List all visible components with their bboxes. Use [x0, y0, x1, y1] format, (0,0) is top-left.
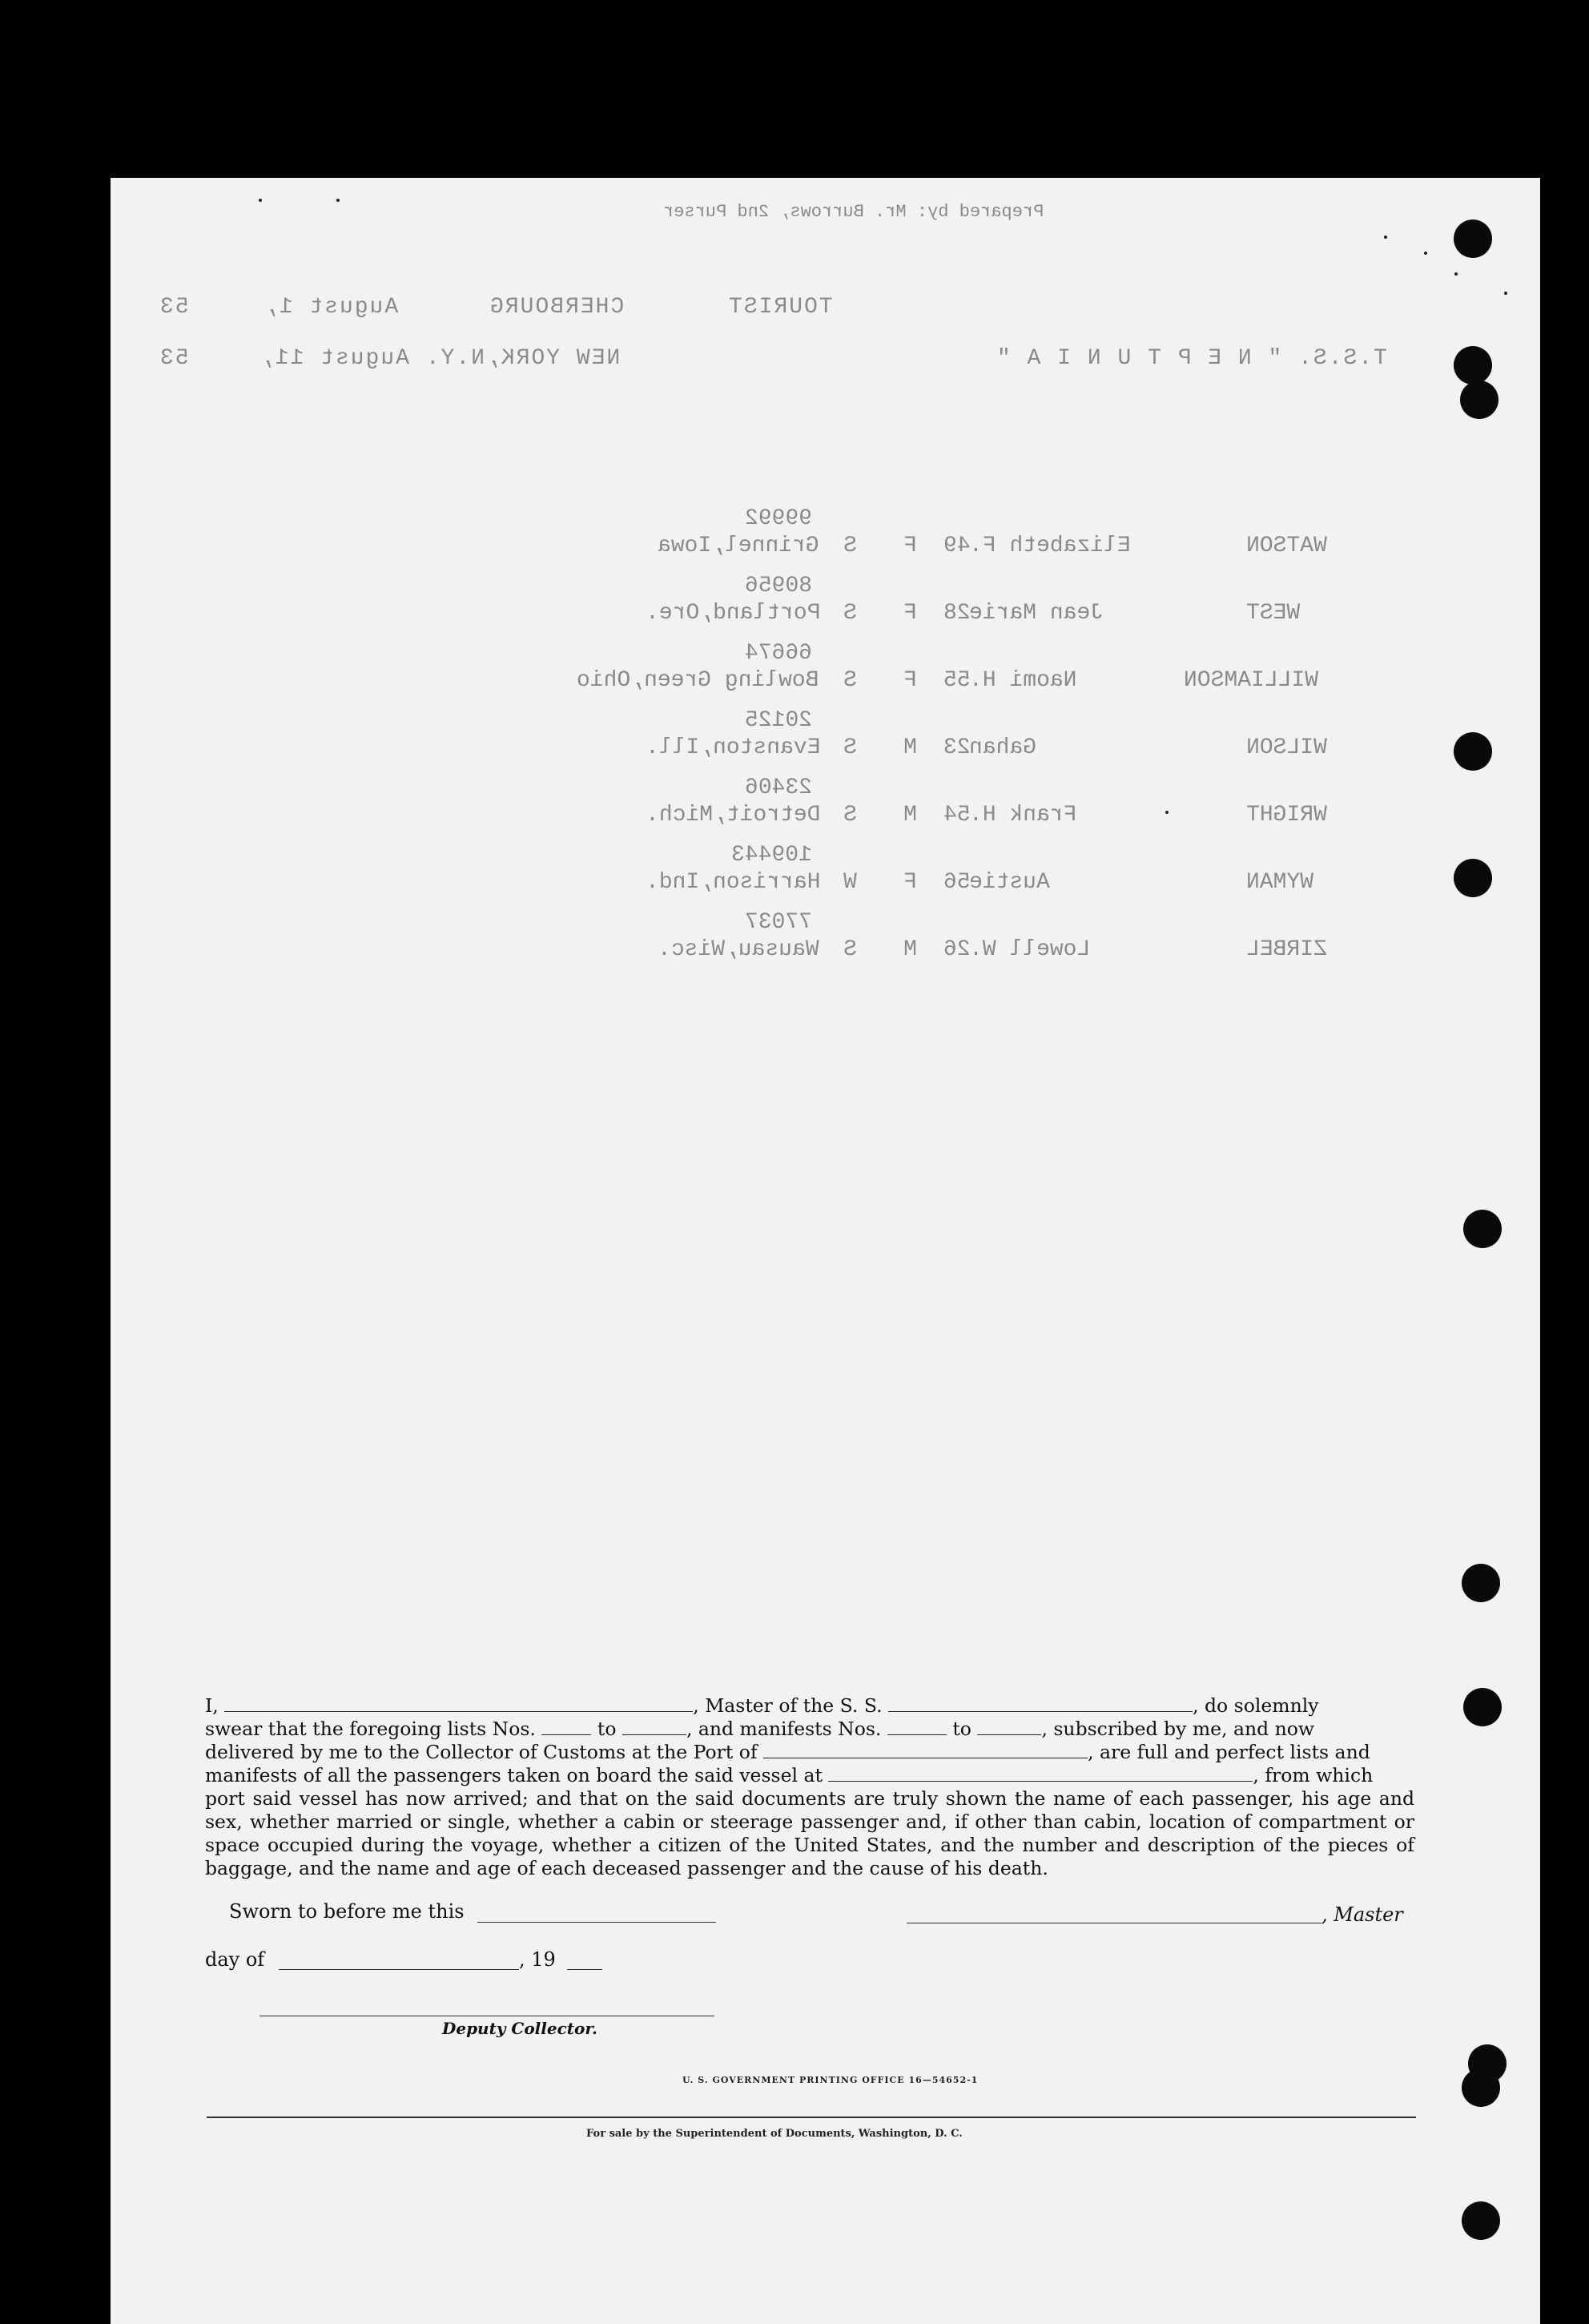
passenger-id: 99992	[745, 506, 813, 531]
manifest-from-blank	[887, 1722, 947, 1735]
oath-body: port said vessel has now arrived; and that on the said documents are truly shown the name of each passenger, his age and sex, whether married or single, whether a cabin or steerage passenger and, if other than cabin, location of compartment or space occupied during the voyage, whether a citizen of the United States, and the number and description of the pieces of baggage, and the name and age of each deceased passenger and the cause of his death.	[205, 1787, 1414, 1879]
passenger-age: 56	[943, 870, 971, 895]
class-label: TOURIST	[727, 295, 833, 320]
passenger-row	[111, 775, 1540, 832]
day-of-blank	[279, 1969, 519, 1970]
passenger-surname: WILSON	[1246, 735, 1327, 760]
oath-text: swear that the foregoing lists Nos.	[205, 1718, 536, 1740]
date-from: August 1,	[263, 295, 399, 320]
punch-hole	[1463, 1688, 1502, 1726]
passenger-status: S	[843, 668, 857, 693]
passenger-id: 20125	[745, 708, 813, 733]
port-to: NEW YORK,N.Y. August 11,	[259, 346, 621, 371]
footer-rule	[207, 2117, 1416, 2118]
passenger-given: Jean Marie	[969, 601, 1104, 626]
ship-name: T.S.S. " N E P T U N I A "	[996, 346, 1387, 371]
passenger-sex: M	[903, 735, 917, 760]
oath-text: delivered by me to the Collector of Customs at the Port of	[205, 1741, 758, 1763]
list-to-blank	[622, 1722, 686, 1735]
passenger-surname: WEST	[1246, 601, 1301, 626]
punch-hole	[1460, 381, 1498, 419]
master-name-blank	[224, 1698, 693, 1712]
passenger-residence: Detroit,Mich.	[646, 803, 821, 828]
punch-hole	[1454, 346, 1492, 385]
prepared-by-line: Prepared by: Mr. Burrows, 2nd Purser	[663, 202, 1044, 222]
passenger-age: 55	[943, 668, 971, 693]
passenger-residence: Portland,Ore.	[646, 601, 821, 626]
passenger-sex: F	[903, 534, 917, 558]
passenger-status: S	[843, 735, 857, 760]
punch-hole	[1463, 1210, 1502, 1248]
passenger-id: 80956	[745, 574, 813, 598]
manifest-page	[111, 178, 1540, 2324]
punch-hole	[1454, 732, 1492, 771]
passenger-row	[111, 708, 1540, 764]
oath-text: , Master of the S. S.	[693, 1694, 883, 1717]
passenger-surname: WYMAN	[1246, 870, 1314, 895]
passenger-id: 77037	[745, 910, 813, 935]
speck	[1454, 272, 1458, 276]
port-blank	[763, 1745, 1088, 1758]
oath-text: , from which	[1253, 1764, 1374, 1786]
passenger-residence: Wausau,Wisc.	[658, 937, 819, 962]
punch-hole	[1454, 220, 1492, 258]
passenger-age: 23	[943, 735, 971, 760]
passenger-status: S	[843, 937, 857, 962]
passenger-row	[111, 574, 1540, 630]
passenger-status: S	[843, 803, 857, 828]
passenger-residence: Bowling Green,Ohio	[577, 668, 819, 693]
passenger-given: Lowell W.	[969, 937, 1091, 962]
manifest-to-blank	[977, 1722, 1041, 1735]
passenger-status: S	[843, 534, 857, 558]
passenger-residence: Evanston,Ill.	[646, 735, 821, 760]
punch-hole	[1462, 2201, 1500, 2240]
passenger-row	[111, 843, 1540, 899]
passenger-given: Frank H.	[969, 803, 1077, 828]
passenger-surname: WATSON	[1246, 534, 1327, 558]
year-to: 53	[159, 346, 189, 371]
speck	[1424, 252, 1427, 255]
oath-text: , subscribed by me, and now	[1041, 1718, 1315, 1740]
embark-port-blank	[828, 1768, 1253, 1782]
oath-text: , and manifests Nos.	[686, 1718, 882, 1740]
punch-hole	[1454, 859, 1492, 897]
year-blank	[567, 1969, 602, 1970]
passenger-age: 26	[943, 937, 971, 962]
passenger-sex: F	[903, 668, 917, 693]
passenger-given: Gahan	[969, 735, 1037, 760]
list-from-blank	[541, 1722, 591, 1735]
speck	[1504, 292, 1507, 295]
passenger-given: Austie	[969, 870, 1050, 895]
passenger-given: Naomi H.	[969, 668, 1077, 693]
oath-text: , do solemnly	[1193, 1694, 1319, 1717]
oath-text: I,	[205, 1694, 219, 1717]
year-label: , 19	[519, 1948, 556, 1971]
speck	[336, 199, 340, 202]
passenger-sex: M	[903, 937, 917, 962]
passenger-row	[111, 910, 1540, 966]
passenger-sex: F	[903, 601, 917, 626]
oath-text: to	[952, 1718, 972, 1740]
speck	[259, 199, 262, 202]
passenger-status: W	[843, 870, 857, 895]
passenger-given: Elizabeth F.	[969, 534, 1131, 558]
sworn-blank	[477, 1922, 716, 1923]
speck	[1384, 236, 1387, 239]
oath-text: manifests of all the passengers taken on board the said vessel at	[205, 1764, 823, 1786]
master-label: , Master	[1321, 1903, 1403, 1926]
sworn-label: Sworn to before me this	[229, 1900, 465, 1923]
passenger-row	[111, 641, 1540, 697]
oath-text: to	[597, 1718, 617, 1740]
speck	[1165, 811, 1169, 814]
ship-name-blank	[888, 1698, 1193, 1712]
passenger-age: 49	[943, 534, 971, 558]
printing-office-note: U. S. GOVERNMENT PRINTING OFFICE 16—54652-1	[682, 2075, 979, 2085]
for-sale-note: For sale by the Superintendent of Documents, Washington, D. C.	[586, 2128, 963, 2140]
master-oath	[205, 1694, 1414, 1880]
passenger-id: 23406	[745, 775, 813, 800]
deputy-label: Deputy Collector.	[442, 2019, 598, 2038]
passenger-row	[111, 506, 1540, 562]
passenger-age: 28	[943, 601, 971, 626]
punch-hole	[1462, 1564, 1500, 1602]
passenger-surname: ZIRBEL	[1246, 937, 1327, 962]
oath-text: , are full and perfect lists and	[1088, 1741, 1370, 1763]
passenger-surname: WRIGHT	[1246, 803, 1327, 828]
passenger-surname: WILLIAMSON	[1184, 668, 1319, 693]
passenger-id: 109443	[731, 843, 812, 868]
passenger-status: S	[843, 601, 857, 626]
passenger-residence: Grinnel,Iowa	[658, 534, 819, 558]
punch-hole	[1462, 2068, 1500, 2107]
passenger-age: 54	[943, 803, 971, 828]
passenger-sex: F	[903, 870, 917, 895]
year-from: 53	[159, 295, 189, 320]
passenger-residence: Harrison,Ind.	[646, 870, 821, 895]
passenger-sex: M	[903, 803, 917, 828]
day-of-label: day of	[205, 1948, 265, 1971]
port-from: CHERBOURG	[489, 295, 625, 320]
passenger-id: 66674	[745, 641, 813, 666]
